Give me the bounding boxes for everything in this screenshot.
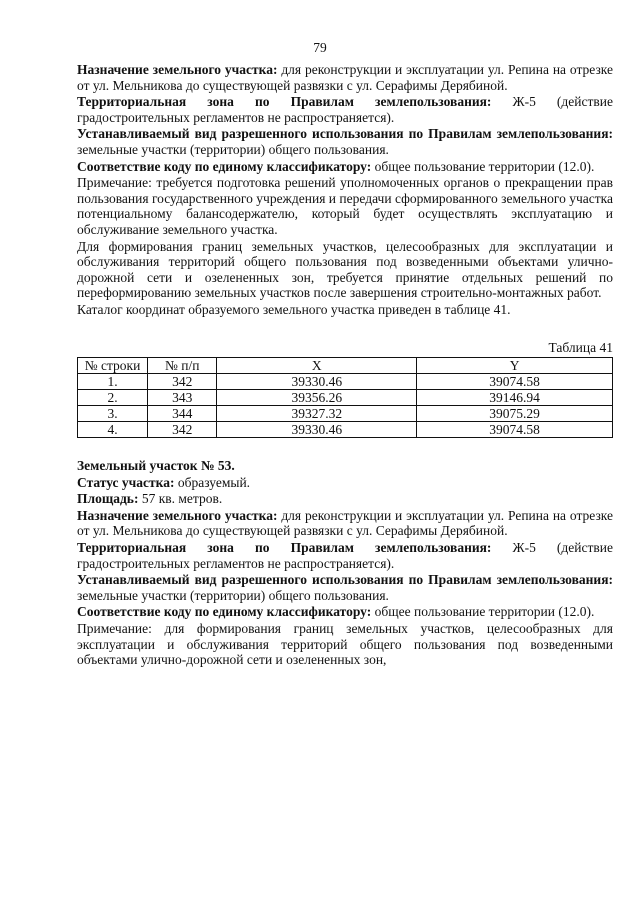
table-cell: 3.	[78, 406, 148, 422]
header-x: X	[217, 358, 417, 374]
code-text-2: общее пользование территории (12.0).	[371, 604, 595, 620]
status-paragraph	[77, 475, 613, 491]
purpose-label-2: Назначение земельного участка:	[77, 507, 278, 523]
table-cell: 39330.46	[217, 374, 417, 390]
table-cell: 39356.26	[217, 390, 417, 406]
table-cell: 4.	[78, 422, 148, 438]
area-paragraph	[77, 491, 613, 507]
table-cell: 342	[148, 422, 217, 438]
code-paragraph-2	[77, 604, 613, 620]
zone-label: Территориальная зона по Правилам землепользования:	[77, 94, 492, 110]
formation-paragraph: Для формирования границ земельных участков, целесообразных для эксплуатации и обслуживания территорий общего пользования под возведенными объектами улично-дорожной сети и озелененных зон, требуется принятие отдельных решений по переформированию земельных участков после завершения строительно-монтажных работ.	[77, 238, 613, 301]
status-text: образуемый.	[174, 474, 251, 490]
zone-paragraph-2	[77, 540, 613, 571]
use-paragraph-2	[77, 572, 613, 603]
zone-text: Ж-5 (действие градостроительных регламентов не распространяется).	[77, 94, 613, 125]
zone-paragraph	[77, 94, 613, 125]
table-cell: 39330.46	[217, 422, 417, 438]
area-text: 57 кв. метров.	[138, 491, 223, 507]
catalog-paragraph: Каталог координат образуемого земельного участка приведен в таблице 41.	[77, 301, 511, 317]
code-label: Соответствие коду по единому классификатору:	[77, 158, 372, 174]
table-cell: 342	[148, 374, 217, 390]
spacer	[77, 438, 613, 458]
zone-text-2: Ж-5 (действие градостроительных регламентов не распространяется).	[77, 540, 613, 571]
coordinates-table	[77, 357, 613, 438]
table-cell: 343	[148, 390, 217, 406]
zone-label-2: Территориальная зона по Правилам землепользования:	[77, 540, 492, 556]
table-cell: 39146.94	[417, 390, 613, 406]
use-text-2: земельные участки (территории) общего пользования.	[77, 587, 389, 603]
header-y: Y	[417, 358, 613, 374]
purpose-paragraph-2	[77, 508, 613, 539]
note-paragraph: Примечание: требуется подготовка решений уполномоченных органов о прекращении прав пользования государственного учреждения и передачи сформированного земельного участка потенциальному балансодержателю, который будет осуществлять эксплуатацию и обслуживание земельного участка.	[77, 175, 613, 237]
table-row	[78, 406, 613, 422]
area-label: Площадь:	[77, 491, 139, 507]
purpose-paragraph	[77, 62, 613, 93]
page-number: 79	[313, 40, 327, 55]
page-content	[77, 62, 613, 668]
coordinates-table-wrapper	[77, 357, 613, 438]
use-text: земельные участки (территории) общего пользования.	[77, 141, 389, 157]
table-row	[78, 422, 613, 438]
spacer	[77, 318, 613, 334]
code-label-2: Соответствие коду по единому классификатору:	[77, 604, 372, 620]
code-text: общее пользование территории (12.0).	[371, 158, 595, 174]
use-paragraph	[77, 126, 613, 157]
table-row	[78, 390, 613, 406]
note-paragraph-2: Примечание: для формирования границ земельных участков, целесообразных для эксплуатации и обслуживания территорий общего пользования под возведенными объектами улично-дорожной сети и озелененных зон,	[77, 621, 613, 668]
table-cell: 1.	[78, 374, 148, 390]
purpose-label: Назначение земельного участка:	[77, 62, 278, 77]
header-row-number: № строки	[78, 358, 148, 374]
table-cell: 344	[148, 406, 217, 422]
table-header-row	[78, 358, 613, 374]
table-row	[78, 374, 613, 390]
table-cell: 39327.32	[217, 406, 417, 422]
use-label-2: Устанавливаемый вид разрешенного использования по Правилам землепользования:	[77, 572, 613, 588]
purpose-text-2: для реконструкции и эксплуатации ул. Репина на отрезке от ул. Мельникова до существующей развязки с ул. Серафимы Дерябиной.	[77, 507, 613, 539]
header-point-number: № п/п	[148, 358, 217, 374]
purpose-text: для реконструкции и эксплуатации ул. Репина на отрезке от ул. Мельникова до существующей развязки с ул. Серафимы Дерябиной.	[77, 62, 613, 93]
plot-title: Земельный участок № 53.	[77, 458, 235, 474]
table-cell: 39075.29	[417, 406, 613, 422]
use-label: Устанавливаемый вид разрешенного использования по Правилам землепользования:	[77, 126, 613, 142]
table-caption: Таблица 41	[548, 339, 613, 355]
table-cell: 39074.58	[417, 422, 613, 438]
code-paragraph	[77, 159, 613, 175]
table-cell: 39074.58	[417, 374, 613, 390]
table-cell: 2.	[78, 390, 148, 406]
status-label: Статус участка:	[77, 474, 175, 490]
